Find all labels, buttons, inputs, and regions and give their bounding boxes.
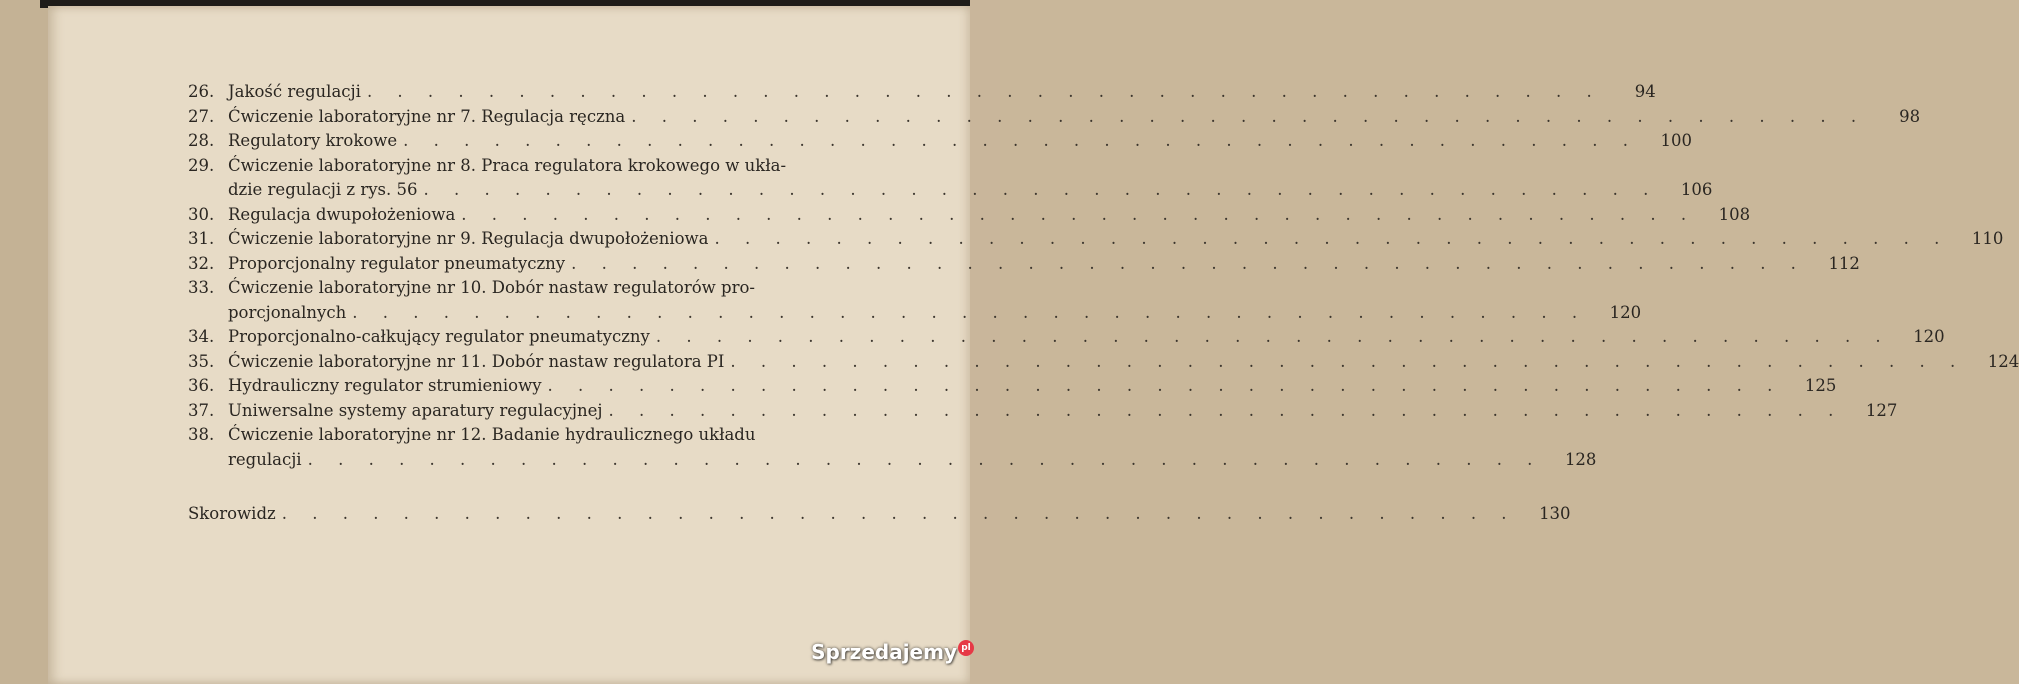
toc-entry-index <box>188 504 1571 529</box>
toc-entry-27 <box>188 106 1921 132</box>
dot-leader: . . . . . . . . . . . . . . . . . . . . . . . . . . . . . . . . . . . . . . . . . <box>631 106 1867 126</box>
entry-title-continued: dzie regulacji z rys. 56 <box>228 180 418 199</box>
watermark-logo <box>811 640 974 664</box>
dot-leader: . . . . . . . . . . . . . . . . . . . . . . . . . . . . . . . . . . . . . . . . . <box>423 180 1659 199</box>
entry-number: 30. <box>188 204 215 224</box>
entry-title: Ćwiczenie laboratoryjne nr 12. Badanie hydraulicznego układu <box>228 425 756 444</box>
toc-entry-29 <box>188 155 1713 205</box>
entry-page: 98 <box>1899 106 1921 126</box>
entry-number: 38. <box>188 425 215 444</box>
toc-entry-31 <box>188 229 2004 254</box>
entry-number: 35. <box>188 351 215 371</box>
entry-title-continued: porcjonalnych <box>228 302 347 322</box>
entry-number: 26. <box>188 82 215 101</box>
entry-title: Ćwiczenie laboratoryjne nr 10. Dobór nastaw regulatorów pro- <box>228 278 755 297</box>
toc-entry-37 <box>188 400 1898 426</box>
toc-entry-34 <box>188 327 1945 352</box>
entry-title: Proporcjonalny regulator pneumatyczny <box>228 253 566 273</box>
entry-number: 33. <box>188 278 215 297</box>
entry-title: Regulacja dwupołożeniowa <box>228 204 456 224</box>
entry-title: Regulatory krokowe <box>228 131 398 150</box>
toc-entry-35 <box>188 351 2019 377</box>
entry-number: 29. <box>188 155 215 175</box>
entry-title: Jakość regulacji <box>228 82 361 101</box>
section-gap <box>188 474 930 504</box>
entry-page: 94 <box>1634 82 1656 101</box>
entry-number: 28. <box>188 131 215 150</box>
index-title: Skorowidz <box>188 504 276 523</box>
toc-entry-26 <box>188 82 1656 107</box>
entry-title: Uniwersalne systemy aparatury regulacyjnej <box>228 400 603 420</box>
entry-page: 128 <box>1564 449 1597 469</box>
dot-leader: . . . . . . . . . . . . . . . . . . . . . . . . . . . . . . . . . . . . . . . . . <box>608 400 1844 420</box>
entry-page: 100 <box>1660 131 1692 150</box>
entry-title: Ćwiczenie laboratoryjne nr 7. Regulacja ręczna <box>228 106 626 126</box>
entry-title-continued: regulacji <box>228 449 302 469</box>
entry-title: Ćwiczenie laboratoryjne nr 11. Dobór nastaw regulatora PI <box>228 351 725 371</box>
dot-leader: . . . . . . . . . . . . . . . . . . . . . . . . . . . . . . . . . . . . . . . . . <box>307 449 1543 469</box>
dot-leader: . . . . . . . . . . . . . . . . . . . . . . . . . . . . . . . . . . . . . . . . . <box>730 351 1966 371</box>
entry-number: 37. <box>188 400 215 420</box>
entry-title: Proporcjonalno-całkujący regulator pneumatyczny <box>228 327 650 346</box>
dot-leader: . . . . . . . . . . . . . . . . . . . . . . . . . . . . . . . . . . . . . . . . . <box>571 253 1806 273</box>
dot-leader: . . . . . . . . . . . . . . . . . . . . . . . . . . . . . . . . . . . . . . . . . <box>461 204 1697 224</box>
entry-title: Hydrauliczny regulator strumieniowy <box>228 376 542 395</box>
entry-page: 120 <box>1609 302 1642 322</box>
dot-leader: . . . . . . . . . . . . . . . . . . . . . . . . . . . . . . . . . . . . . . . . . <box>714 229 1950 248</box>
table-of-contents <box>188 82 2019 529</box>
entry-page: 120 <box>1913 327 1945 346</box>
toc-entry-30 <box>188 204 1751 230</box>
dot-leader: . . . . . . . . . . . . . . . . . . . . . . . . . . . . . . . . . . . . . . . . . <box>352 302 1588 322</box>
entry-number: 27. <box>188 106 215 126</box>
entry-page: 127 <box>1865 400 1898 420</box>
background-left <box>0 0 50 684</box>
toc-entry-38 <box>188 425 1597 474</box>
entry-number: 34. <box>188 327 215 346</box>
entry-title: Ćwiczenie laboratoryjne nr 9. Regulacja dwupołożeniowa <box>228 229 709 248</box>
entry-page: 106 <box>1680 180 1713 199</box>
entry-page: 108 <box>1718 204 1751 224</box>
toc-entry-28 <box>188 131 1692 156</box>
toc-entry-36 <box>188 376 1837 401</box>
toc-entry-33 <box>188 278 1642 327</box>
dot-leader: . . . . . . . . . . . . . . . . . . . . . . . . . . . . . . . . . . . . . . . . . <box>547 376 1783 395</box>
entry-page: 124 <box>1987 351 2019 371</box>
dot-leader: . . . . . . . . . . . . . . . . . . . . . . . . . . . . . . . . . . . . . . . . . <box>366 82 1602 101</box>
dot-leader: . . . . . . . . . . . . . . . . . . . . . . . . . . . . . . . . . . . . . . . . . <box>281 504 1517 523</box>
watermark-text: Sprzedajemy <box>811 640 957 664</box>
toc-entry-32 <box>188 253 1860 279</box>
entry-title: Ćwiczenie laboratoryjne nr 8. Praca regulatora krokowego w ukła- <box>228 155 787 175</box>
entry-number: 32. <box>188 253 215 273</box>
entry-page: 125 <box>1804 376 1837 395</box>
index-page: 130 <box>1539 504 1571 523</box>
entry-page: 110 <box>1971 229 2004 248</box>
dot-leader: . . . . . . . . . . . . . . . . . . . . . . . . . . . . . . . . . . . . . . . . . <box>403 131 1638 150</box>
watermark-badge-icon: pl <box>958 640 974 656</box>
entry-number: 31. <box>188 229 215 248</box>
entry-number: 36. <box>188 376 215 395</box>
dot-leader: . . . . . . . . . . . . . . . . . . . . . . . . . . . . . . . . . . . . . . . . . <box>655 327 1891 346</box>
entry-page: 112 <box>1828 253 1860 273</box>
